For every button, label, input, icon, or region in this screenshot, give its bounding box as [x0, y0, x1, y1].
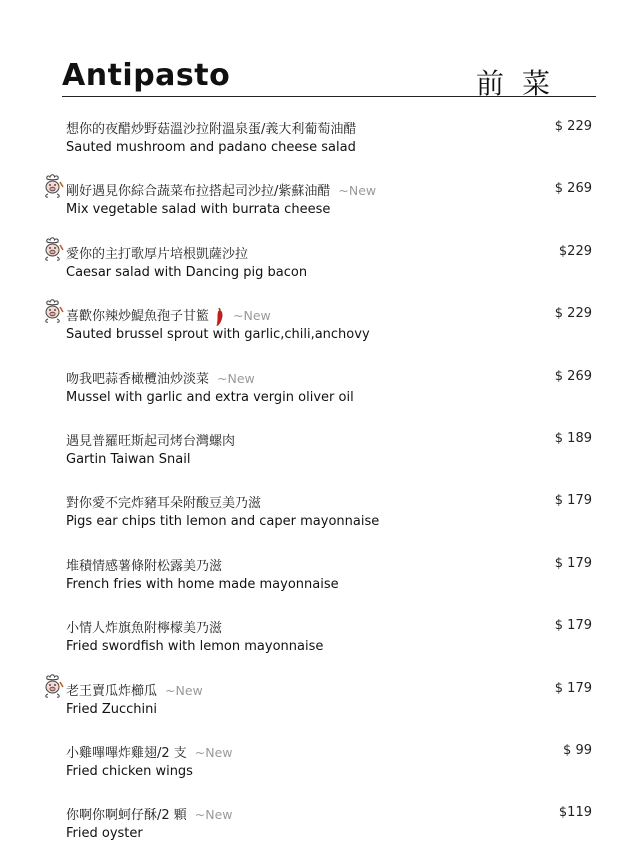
menu-item	[0, 680, 640, 742]
item-price: $ 189	[554, 430, 592, 446]
item-name-zh: 你啊你啊蚵仔酥/2 顆 ~New	[66, 807, 233, 824]
item-price: $ 269	[554, 368, 592, 384]
new-tag: ~New	[233, 308, 271, 324]
menu-item	[0, 430, 640, 492]
item-name-en: Fried swordfish with lemon mayonnaise	[66, 639, 324, 655]
item-name-en: Fried oyster	[66, 826, 143, 842]
item-name-en: French fries with home made mayonnaise	[66, 576, 339, 592]
item-price: $ 179	[554, 680, 592, 696]
item-name-zh: 喜歡你辣炒鯷魚孢子甘籃 ~New	[66, 305, 271, 327]
item-name-zh: 吻我吧蒜香橄欖油炒淡菜 ~New	[66, 370, 255, 387]
menu-item	[0, 492, 640, 554]
item-name-zh: 遇見普羅旺斯起司烤台灣螺肉	[66, 433, 236, 449]
item-price: $ 99	[563, 742, 592, 758]
item-name-zh: 想你的夜醋炒野菇溫沙拉附溫泉蛋/義大利葡萄油醋	[66, 122, 357, 137]
item-name-en: Gartin Taiwan Snail	[66, 451, 191, 467]
new-tag: ~New	[217, 370, 255, 386]
chili-pepper-icon	[213, 307, 225, 327]
menu-item	[0, 180, 640, 242]
menu-item	[0, 555, 640, 617]
menu-item	[0, 368, 640, 430]
item-name-zh: 小情人炸旗魚附檸檬美乃滋	[66, 621, 223, 637]
item-price: $229	[558, 243, 592, 259]
item-name-en: Fried Zucchini	[66, 701, 158, 717]
new-tag: ~New	[338, 183, 377, 199]
item-name-en: Sauted brussel sprout with garlic,chili,anchovy	[66, 327, 370, 343]
menu-header	[62, 58, 596, 100]
item-name-en: Mix vegetable salad with burrata cheese	[66, 202, 331, 218]
pig-chef-icon	[42, 674, 64, 698]
new-tag: ~New	[194, 807, 233, 823]
menu-item	[0, 305, 640, 367]
item-name-en: Fried chicken wings	[66, 763, 193, 779]
pig-chef-icon	[42, 237, 64, 261]
section-title-zh: 前菜	[475, 67, 568, 100]
new-tag: ~New	[165, 682, 203, 698]
new-tag: ~New	[194, 744, 233, 760]
menu-item	[0, 617, 640, 679]
item-name-en: Sauted mushroom and padano cheese salad	[66, 140, 356, 155]
menu-item	[0, 243, 640, 305]
menu-item	[0, 742, 640, 804]
item-price: $119	[558, 805, 592, 821]
item-price: $ 229	[554, 306, 592, 322]
menu-item	[0, 118, 640, 180]
section-title-en: Antipasto	[62, 58, 231, 93]
menu-items	[0, 118, 640, 867]
item-price: $ 179	[554, 618, 592, 634]
item-price: $ 229	[554, 119, 592, 134]
item-price: $ 179	[554, 555, 592, 571]
item-price: $ 179	[554, 493, 592, 509]
item-name-zh: 老王賣瓜炸櫛瓜 ~New	[66, 682, 203, 699]
item-name-zh: 剛好遇見你綜合蔬菜布拉搭起司沙拉/紫蘇油醋 ~New	[66, 183, 377, 200]
item-name-zh: 小雞嗶嗶炸雞翅/2 支 ~New	[66, 744, 233, 761]
item-name-zh: 愛你的主打歌厚片培根凱薩沙拉	[66, 246, 249, 262]
pig-chef-icon	[42, 174, 64, 198]
item-price: $ 269	[554, 181, 592, 197]
item-name-en: Mussel with garlic and extra vergin oliver oil	[66, 389, 354, 405]
item-name-zh: 堆積情感薯條附松露美乃滋	[66, 558, 223, 574]
item-name-en: Caesar salad with Dancing pig bacon	[66, 264, 308, 280]
item-name-en: Pigs ear chips tith lemon and caper mayonnaise	[66, 514, 380, 530]
menu-item	[0, 804, 640, 866]
pig-chef-icon	[42, 299, 64, 323]
item-name-zh: 對你愛不完炸豬耳朵附酸豆美乃滋	[66, 496, 262, 512]
